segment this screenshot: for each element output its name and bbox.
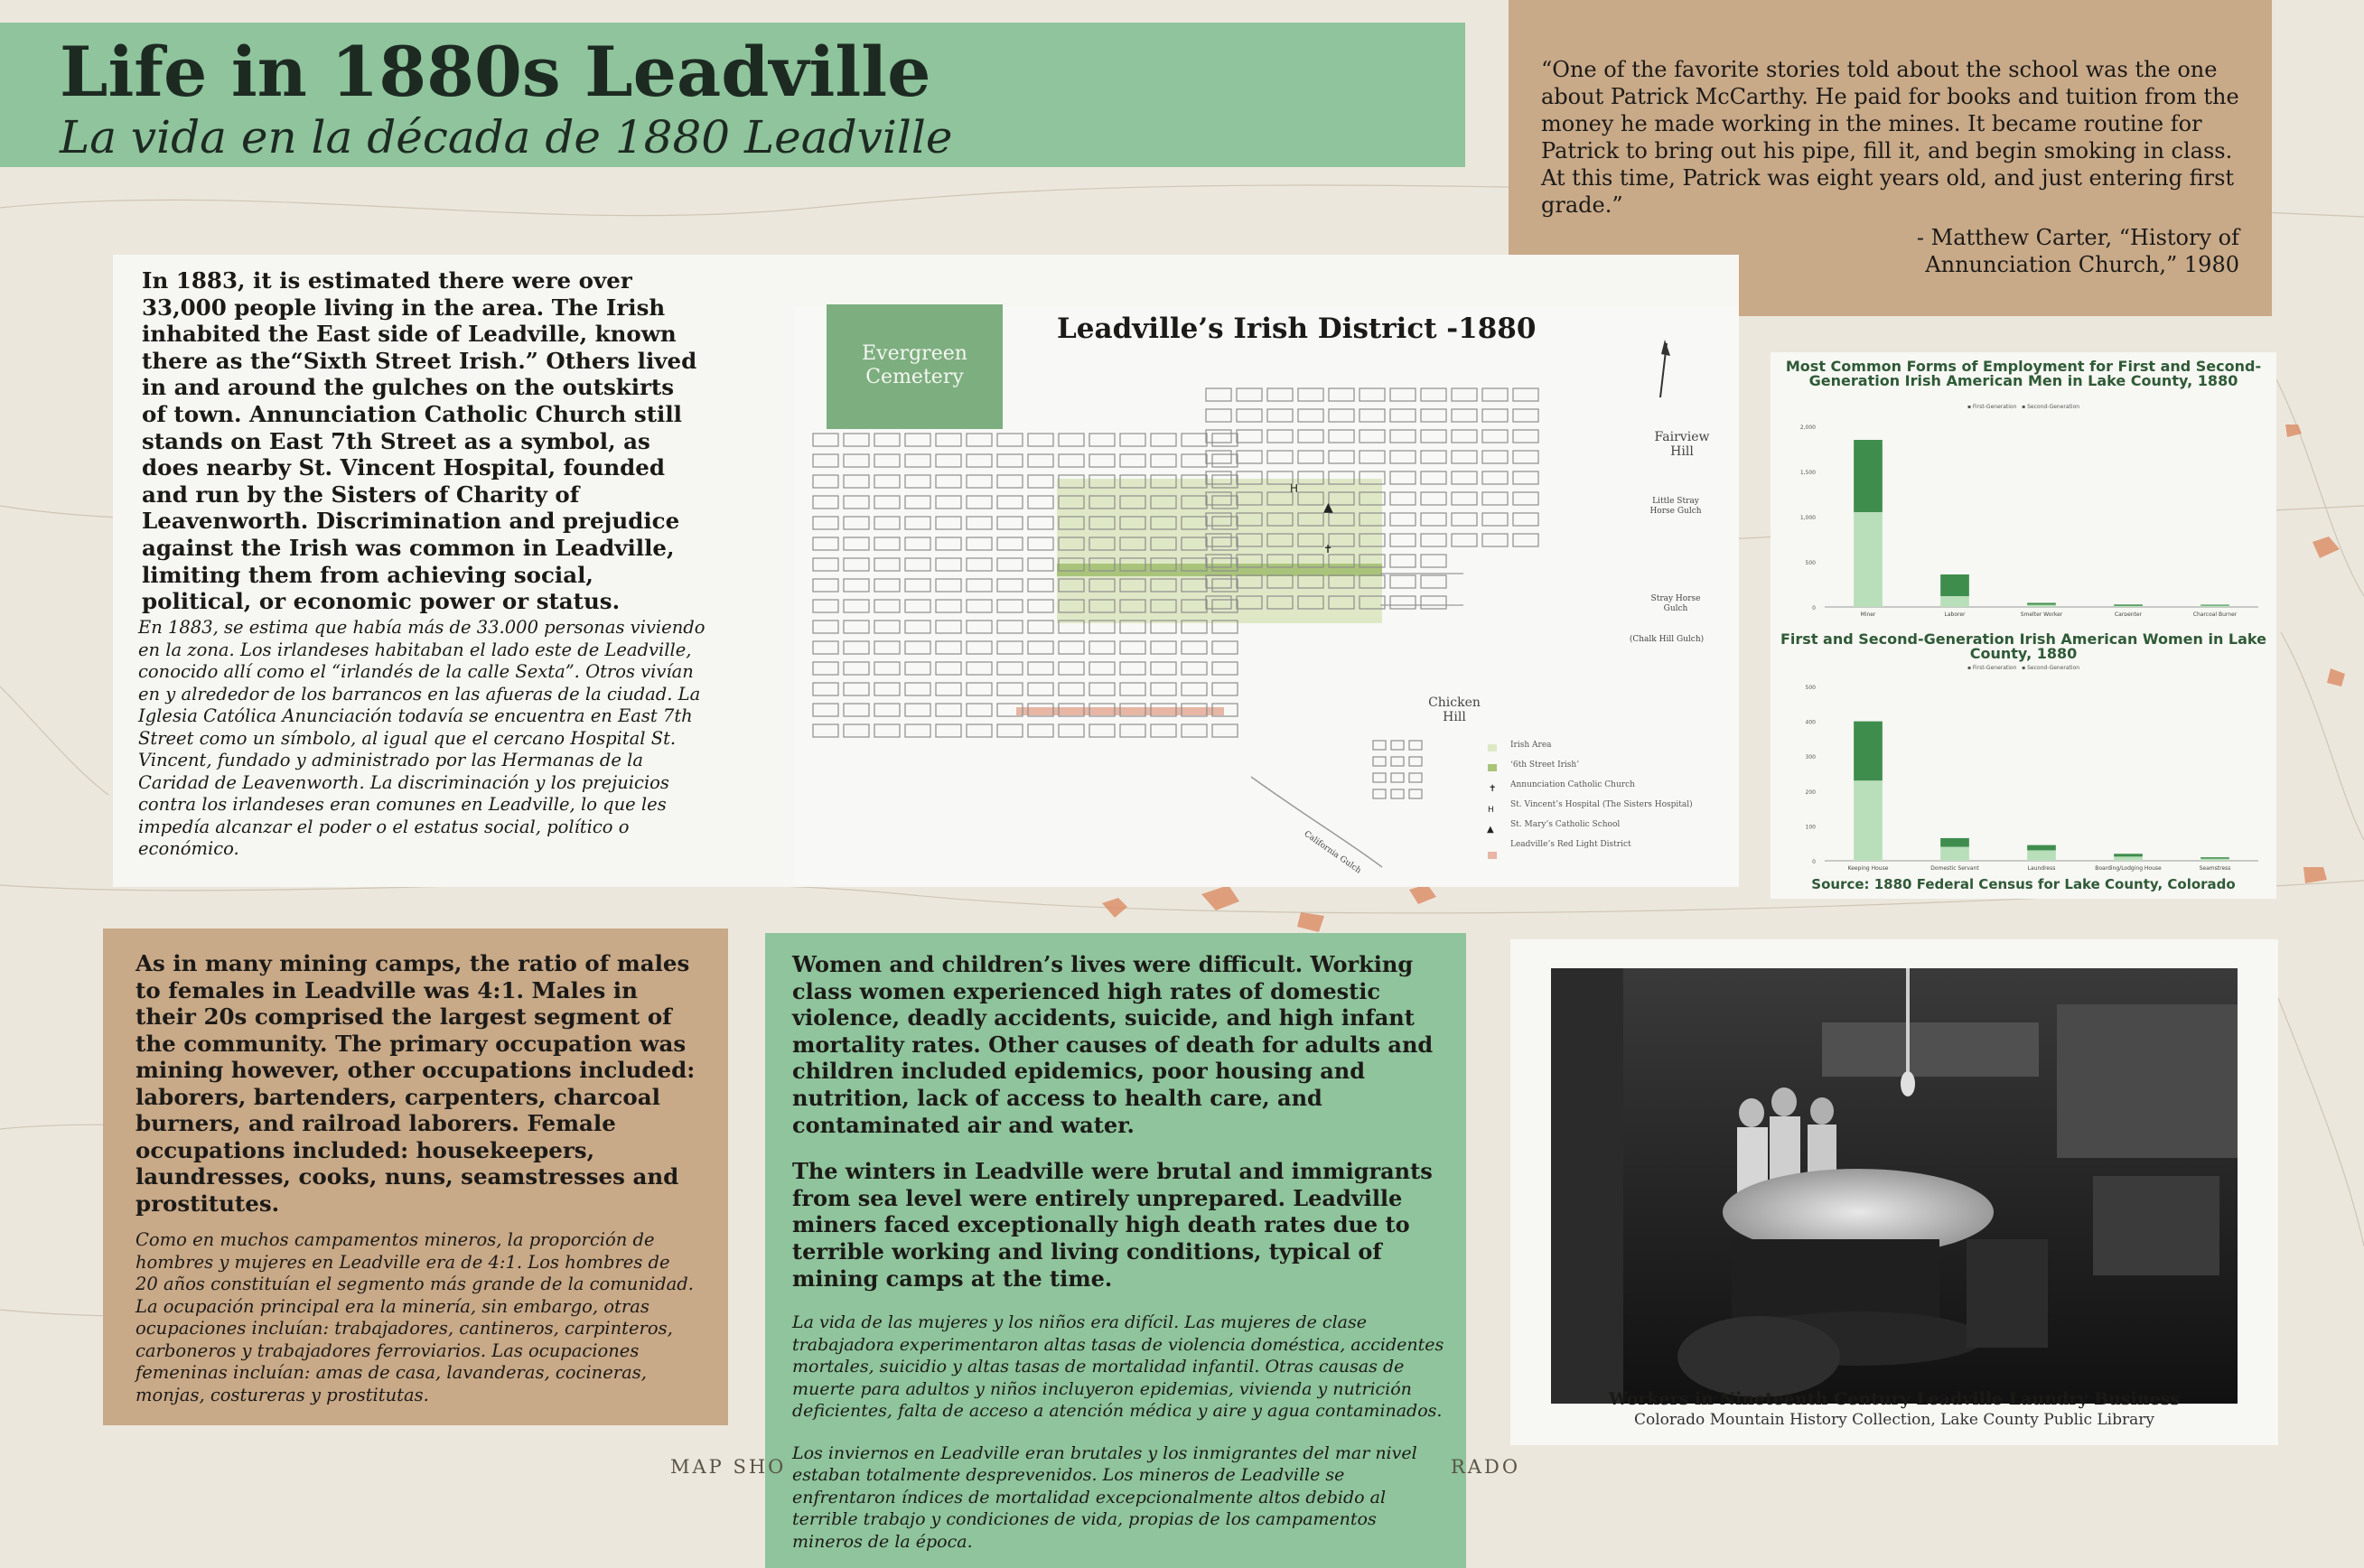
hardships-text-english-2: The winters in Leadville were brutal and immigrants from sea level were entirely unprepared. Leadville miners faced exceptionally high death rates due to terrible working and living conditions, typical of mining camps at the time. [792, 1158, 1433, 1292]
y-tick-label: 1,500 [1799, 470, 1816, 476]
legend-red-light-district: Leadville’s Red Light District [1510, 840, 1631, 849]
bar-second-generation-keeping-house [1854, 722, 1883, 781]
background-map-text-left: MAP SHO [670, 1456, 787, 1478]
men-chart-legend: ▪ First-Generation ▪ Second-Generation [1967, 404, 2080, 410]
svg-text:✝: ✝ [1489, 784, 1497, 794]
background-map-text-right: RADO [1451, 1456, 1521, 1478]
chicken-hill-label: Chicken Hill [1428, 695, 1481, 724]
bar-second-generation-smelter-worker [2027, 603, 2056, 605]
women-chart-title: First and Second-Generation Irish American Women in Lake County, 1880 [1780, 630, 2266, 662]
california-gulch-label: California Gulch [1302, 829, 1363, 876]
bar-first-generation-laborer [1940, 596, 1969, 607]
quote-text: “One of the favorite stories told about the school was the one about Patrick McCarthy. He paid for books and tuition from the money he made working in the mines. It became routine for Patrick to bring out his pipe, fill it, and begin smoking in class. At this time, Patrick was eight years old, and just entering first grade.” [1541, 57, 2239, 218]
legend-irish-area: Irish Area [1510, 741, 1552, 750]
men-chart-title: Most Common Forms of Employment for First and Second-Generation Irish American Men in Lake County, 1880 [1785, 358, 2262, 389]
little-stray-horse-gulch-label: Little Stray Horse Gulch [1649, 497, 1702, 516]
bar-first-generation-domestic-servant [1940, 847, 1969, 861]
stray-horse-gulch-label: Stray Horse Gulch [1650, 594, 1701, 613]
intro-text-english: In 1883, it is estimated there were over 33,000 people living in the area. The Irish inhabited the East side of Leadville, known there as the“Sixth Street Irish.” Others lived in and around the gulches on the outskirts of town. Annunciation Catholic Church still stands on East 7th Street as a symbol, as does nearby St. Vincent Hospital, founded and run by the Sisters of Charity of Leavenworth. Discrimination and prejudice against the Irish was common in Leadville, limiting them from achieving social, political, or economic power or status. [142, 267, 697, 615]
bar-first-generation-miner [1854, 512, 1883, 607]
laundry-photo-panel [1510, 939, 2278, 1445]
intro-text-spanish: En 1883, se estima que había más de 33.000 personas viviendo en la zona. Los irlandeses habitaban el lado este de Leadville, conocido allí como el “irlandés de la calle Sexta”. Otros vivían en y alrededor de los barrancos en las afueras de la ciudad. La Iglesia Católica Anunciación todavía se encuentra en East 7th Street como un símbolo, al igual que el cercano Hospital St. Vincent, fundado y administrado por las Hermanas de la Caridad de Leavenworth. La discriminación y los prejuicios contra los irlandeses eran comunes en Leadville, lo que les impedía alcanzar el poder o el estatus social, político o económico. [138, 617, 705, 859]
hardships-text-spanish-1: La vida de las mujeres y los niños era difícil. Las mujeres de clase trabajadora experimentaron altas tasas de violencia doméstica, accidentes mortales, suicidio y altas tasas de mortalidad infantil. Otras causas de muerte para adultos y niños incluyeron epidemias, vivienda y nutrición deficientes, falta de acceso a atención médica y aire y agua contaminados. [792, 1312, 1444, 1422]
photo-credit: Colorado Mountain History Collection, Lake County Public Library [1634, 1411, 2154, 1429]
quote-attribution-line1: - Matthew Carter, “History of [1916, 225, 2239, 250]
map-title: Leadville’s Irish District -1880 [1057, 313, 1537, 345]
y-tick-label: 300 [1805, 754, 1816, 761]
y-tick-label: 0 [1812, 859, 1816, 865]
evergreen-cemetery-label: Evergreen Cemetery [827, 304, 1003, 429]
x-tick-label: Boarding/Lodging House [2095, 865, 2162, 872]
women-chart-legend: ▪ First-Generation ▪ Second-Generation [1967, 665, 2080, 671]
bar-second-generation-carpenter [2114, 604, 2143, 606]
svg-text:H: H [1290, 482, 1299, 495]
bar-second-generation-laundress [2027, 845, 2056, 851]
x-tick-label: Charcoal Burner [2192, 611, 2238, 616]
women-employment-chart [1771, 673, 2276, 876]
occupations-text-english: As in many mining camps, the ratio of males to females in Leadville was 4:1. Males in their 20s comprised the largest segment of the community. The primary occupation was mining however, other occupations included: laborers, bartenders, carpenters, charcoal burners, and railroad laborers. Female occupations included: housekeepers, laundresses, cooks, nuns, seamstresses and prostitutes. [135, 950, 696, 1217]
bar-second-generation-domestic-servant [1940, 838, 1969, 847]
y-tick-label: 2,000 [1799, 425, 1816, 431]
legend-st-vincent-hospital: St. Vincent’s Hospital (The Sisters Hospital) [1510, 800, 1693, 809]
legend-annunciation-church: Annunciation Catholic Church [1510, 780, 1635, 789]
page-subtitle-spanish: La vida en la década de 1880 Leadville [60, 111, 953, 163]
legend-sixth-street-irish: ‘6th Street Irish’ [1510, 761, 1580, 770]
y-tick-label: 1,000 [1799, 515, 1816, 521]
x-tick-label: Domestic Servant [1930, 865, 1979, 872]
bar-second-generation-charcoal-burner [2200, 605, 2229, 606]
svg-text:▲: ▲ [1487, 825, 1494, 835]
bar-second-generation-laborer [1940, 574, 1969, 596]
x-tick-label: Seamstress [2199, 865, 2231, 872]
fairview-hill-label: Fairview Hill [1654, 430, 1710, 459]
quote-attribution-line2: Annunciation Church,” 1980 [1925, 252, 2239, 277]
y-tick-label: 100 [1805, 824, 1816, 831]
x-tick-label: Laundress [2027, 865, 2056, 872]
legend-st-marys-school: St. Mary’s Catholic School [1510, 820, 1621, 829]
x-tick-label: Smelter Worker [2020, 611, 2063, 616]
employment-charts [1771, 352, 2276, 899]
bar-second-generation-miner [1854, 440, 1883, 512]
y-tick-label: 200 [1805, 789, 1816, 796]
bar-first-generation-boarding-lodging-house [2114, 856, 2143, 861]
occupations-text-spanish: Como en muchos campamentos mineros, la proporción de hombres y mujeres en Leadville era de 4:1. Los hombres de 20 años constituían el segmento más grande de la comunidad. La ocupación principal era la minería, sin embargo, otras ocupaciones incluían: trabajadores, cantineros, carpinteros, carboneros y trabajadores ferroviarios. Las ocupaciones femeninas incluían: amas de casa, lavanderas, cocineras, monjas, costureras y prostitutas. [135, 1229, 694, 1405]
street-grid [795, 307, 1739, 885]
chart-source: Source: 1880 Federal Census for Lake County, Colorado [1811, 876, 2236, 892]
bar-first-generation-charcoal-burner [2200, 606, 2229, 608]
bar-first-generation-laundress [2027, 850, 2056, 861]
svg-text:H: H [1488, 806, 1494, 815]
x-tick-label: Keeping House [1847, 865, 1889, 872]
bar-first-generation-keeping-house [1854, 780, 1883, 861]
title-banner [0, 23, 1465, 167]
bar-first-generation-smelter-worker [2027, 605, 2056, 608]
occupations-panel [103, 929, 728, 1425]
x-tick-label: Miner [1860, 611, 1876, 616]
svg-text:▲: ▲ [1323, 500, 1333, 515]
irish-district-map [795, 307, 1739, 885]
hardships-text-spanish-2: Los inviernos en Leadville eran brutales y los inmigrantes del mar nivel estaban totalmente desprevenidos. Los mineros de Leadville se enfrentaron índices de mortalidad excepcionalmente altos debido al terrible trabajo y condiciones de vida, propias de los campamentos mineros de la época. [792, 1442, 1417, 1552]
bar-first-generation-carpenter [2114, 606, 2143, 607]
y-tick-label: 500 [1805, 560, 1816, 566]
y-tick-label: 0 [1812, 605, 1816, 611]
hardships-text-english-1: Women and children’s lives were difficult. Working class women experienced high rates of domestic violence, deadly accidents, suicide, and high infant mortality rates. Other causes of death for adults and children included epidemics, poor housing and nutrition, lack of access to health care, and contaminated air and water. [792, 951, 1434, 1138]
y-tick-label: 500 [1805, 685, 1816, 691]
hardships-panel [765, 933, 1466, 1568]
x-tick-label: Carpenter [2114, 611, 2143, 616]
page-title: Life in 1880s Leadville [60, 32, 931, 112]
bar-second-generation-seamstress [2200, 857, 2229, 859]
chalk-hill-gulch-label: (Chalk Hill Gulch) [1629, 635, 1705, 644]
laundry-workers-photo [1551, 968, 2238, 1404]
y-tick-label: 400 [1805, 719, 1816, 726]
photo-caption: Workers in Nineteenth Century Leadville Laundry Business [1608, 1389, 2181, 1409]
men-employment-chart [1771, 408, 2276, 616]
bar-second-generation-boarding-lodging-house [2114, 854, 2143, 856]
bar-first-generation-seamstress [2200, 859, 2229, 861]
svg-text:✝: ✝ [1323, 543, 1333, 555]
x-tick-label: Laborer [1944, 611, 1966, 616]
